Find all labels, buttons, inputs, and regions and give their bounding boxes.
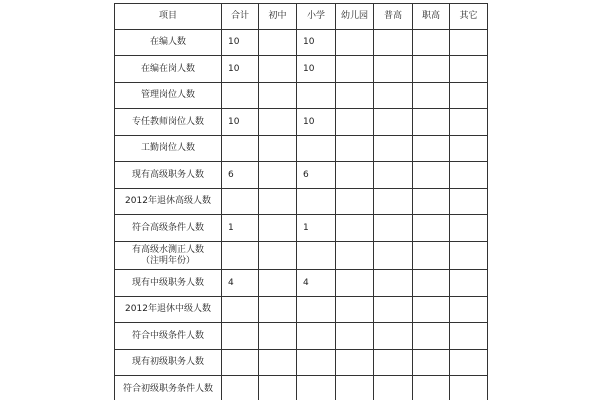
table-cell [374,162,413,189]
table-cell [259,56,297,83]
table-cell [374,189,413,215]
table-cell [450,350,488,376]
table-cell [413,323,450,350]
table-cell [222,350,259,376]
table-cell [374,242,413,270]
table-cell: 6 [222,162,259,189]
table-cell [374,323,413,350]
row-label [115,136,222,162]
table-cell [336,270,374,297]
header-item: 项目 [115,4,222,30]
table-cell [336,350,374,376]
table-cell [450,297,488,323]
table-cell [259,376,297,400]
table-cell [413,83,450,109]
row-label-text: 管理岗位人数 [140,90,195,100]
table-cell [413,136,450,162]
table-cell [297,350,336,376]
table-cell [336,109,374,136]
table-cell [450,270,488,297]
row-label-text: 2012年退休中级人数 [125,304,211,314]
table-cell [222,136,259,162]
row-label-text: 符合高级条件人数 [131,222,204,233]
table-cell [374,136,413,162]
table-cell [336,136,374,162]
table-cell [259,350,297,376]
table-cell [336,83,374,109]
table-cell [259,215,297,242]
header-other: 其它 [450,4,488,30]
table-cell [413,215,450,242]
table-cell: 10 [297,109,336,136]
header-row [115,4,488,30]
row-label [115,189,222,215]
table-cell [413,189,450,215]
row-label [115,350,222,376]
row-label [115,83,222,109]
table-cell [374,109,413,136]
table-cell [413,30,450,56]
table-cell: 6 [297,162,336,189]
table-cell [297,83,336,109]
row-label-text: 现有高级职务人数 [131,169,204,180]
table-cell [374,83,413,109]
staffing-table [114,3,488,400]
table-cell [336,215,374,242]
table-cell: 1 [222,215,259,242]
row-label-text: 在编在岗人数 [140,63,195,74]
row-label-text: 专任教师岗位人数 [131,116,204,127]
table-cell [259,297,297,323]
row-label-text: 现有初级职务人数 [131,357,204,367]
row-label-text: 符合初级职务条件人数 [122,384,213,394]
table-row [115,56,488,83]
table-cell: 10 [222,56,259,83]
table-cell [222,376,259,400]
row-label-text: 在编人数 [149,37,186,47]
table-cell [259,30,297,56]
table-cell [297,323,336,350]
row-label-text: 符合中级条件人数 [131,330,204,341]
header-general-high: 普高 [374,4,413,30]
table-cell [222,189,259,215]
table-cell [336,30,374,56]
table-cell [259,323,297,350]
row-label [115,376,222,400]
table-cell [413,376,450,400]
table-cell: 10 [297,56,336,83]
table-cell [336,189,374,215]
table-cell [374,215,413,242]
table-cell [336,376,374,400]
table-cell [222,297,259,323]
table-row [115,323,488,350]
table-cell [450,30,488,56]
table-cell [413,297,450,323]
row-label [115,323,222,350]
table-cell: 1 [297,215,336,242]
row-label [115,215,222,242]
table-cell [259,242,297,270]
table-row [115,109,488,136]
table-row [115,162,488,189]
header-vocational-high: 职高 [413,4,450,30]
row-label [115,162,222,189]
table-cell [222,83,259,109]
table-cell [413,350,450,376]
table-cell [374,297,413,323]
row-label-text: 现有中级职务人数 [131,277,204,288]
header-primary: 小学 [297,4,336,30]
header-kindergarten: 幼儿园 [336,4,374,30]
row-label [115,56,222,83]
table-row [115,376,488,400]
table-cell [297,189,336,215]
table-cell: 4 [297,270,336,297]
table-cell [297,297,336,323]
table-cell [413,109,450,136]
table-cell [222,242,259,270]
table-cell [450,56,488,83]
table-cell [450,189,488,215]
table-cell [297,136,336,162]
table-cell [336,162,374,189]
table-cell [374,376,413,400]
table-cell [259,83,297,109]
row-label [115,270,222,297]
table-cell [450,83,488,109]
table-cell [259,109,297,136]
table-cell [297,376,336,400]
table-cell [450,242,488,270]
table-cell [413,242,450,270]
table-cell [336,297,374,323]
table-cell [374,270,413,297]
table-row [115,242,488,270]
row-label [115,297,222,323]
row-label-text: 工勤岗位人数 [140,143,195,153]
row-label-note: （注明年份） [140,255,195,266]
header-junior-high: 初中 [259,4,297,30]
table-cell [450,215,488,242]
table-cell [259,162,297,189]
table-cell [297,242,336,270]
table-cell [259,189,297,215]
table-row [115,215,488,242]
row-label [115,109,222,136]
table-cell: 10 [222,109,259,136]
table-cell [450,109,488,136]
table-cell [413,270,450,297]
table-cell [374,30,413,56]
table-cell [336,242,374,270]
table-cell [374,56,413,83]
table-cell: 10 [297,30,336,56]
table-cell [413,162,450,189]
table-row [115,189,488,215]
row-label-text: 有高级水测正人数 [131,244,204,255]
header-total: 合计 [222,4,259,30]
table-cell [336,323,374,350]
table-row [115,270,488,297]
table-row [115,30,488,56]
table-cell [450,136,488,162]
table-cell [374,350,413,376]
table-row [115,297,488,323]
table-cell [450,376,488,400]
table-cell [259,136,297,162]
table-cell: 10 [222,30,259,56]
table-cell [222,323,259,350]
table-cell [413,56,450,83]
row-label [115,30,222,56]
table-cell: 4 [222,270,259,297]
table-row [115,136,488,162]
table-cell [450,162,488,189]
row-label [115,242,222,270]
table-row [115,83,488,109]
table-row [115,350,488,376]
table-cell [450,323,488,350]
row-label-text: 2012年退休高级人数 [125,196,211,206]
table-cell [336,56,374,83]
table-cell [259,270,297,297]
